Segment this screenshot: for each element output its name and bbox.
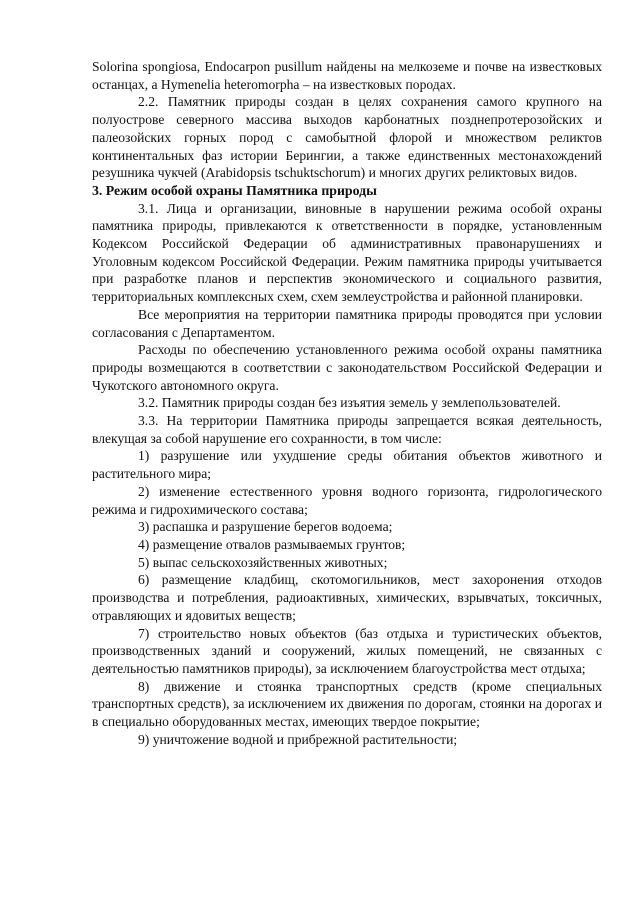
list-item: 1) разрушение или ухудшение среды обитания объектов животного и растительного мира; — [92, 448, 602, 482]
document-body — [92, 58, 602, 748]
list-item: 9) уничтожение водной и прибрежной растительности; — [138, 731, 458, 747]
list-item: 3) распашка и разрушение берегов водоема; — [138, 519, 393, 535]
list-item: 2) изменение естественного уровня водного горизонта, гидрологического режима и гидрохимического состава; — [92, 483, 602, 517]
paragraph-2-2: 2.2. Памятник природы создан в целях сохранения самого крупного на полуострове северного массива выходов карбонатных позднепротерозойских и палеозойских горных пород с самобытной флорой и множеством реликтов континентальных фаз истории Берингии, а также единственных местонахождений резушника чукчей (Arabidopsis tschuktschorum) и многих других реликтовых видов. — [92, 94, 602, 181]
list-item: 8) движение и стоянка транспортных средств (кроме специальных транспортных средств), за исключением их движения по дорогам, стоянки на дорогах и в специально оборудованных местах, имеющих твердое покрытие; — [92, 678, 602, 730]
paragraph-3-3: 3.3. На территории Памятника природы запрещается всякая деятельность, влекущая за собой нарушение его сохранности, в том числе: — [92, 413, 602, 446]
paragraph-3-2: 3.2. Памятник природы создан без изъятия земель у землепользователей. — [138, 395, 561, 411]
paragraph-coordination: Все мероприятия на территории памятника природы проводятся при условии согласования с Департаментом. — [92, 306, 602, 340]
section-title: 3. Режим особой охраны Памятника природы — [92, 182, 377, 198]
list-item: 4) размещение отвалов размываемых грунтов; — [138, 536, 406, 552]
paragraph-3-1: 3.1. Лица и организации, виновные в нарушении режима особой охраны памятника природы, привлекаются к ответственности в порядке, установленным Кодексом Российской Федерации об административных правонарушениях и Уголовным кодексом Российской Федерации. Режим памятника природы учитывается при разработке планов и перспектив экономического и социального развития, территориальных комплексных схем, схем землеустройства и районной планировки. — [92, 200, 602, 305]
list-item: 6) размещение кладбищ, скотомогильников, мест захоронения отходов производства и потребления, радиоактивных, химических, взрывчатых, токсичных, отравляющих и ядовитых веществ; — [92, 572, 602, 623]
paragraph-lichens: Solorina spongiosa, Endocarpon pusillum найдены на мелкоземе и почве на известковых останцах, а Hymenelia heteromorpha – на известковых породах. — [92, 59, 602, 92]
paragraph-expenses: Расходы по обеспечению установленного режима особой охраны памятника природы возмещаются в соответствии с законодательством Российской Федерации и Чукотского автономного округа. — [92, 342, 602, 393]
list-item: 5) выпас сельскохозяйственных животных; — [138, 554, 388, 570]
list-item: 7) строительство новых объектов (баз отдыха и туристических объектов, производственных зданий и сооружений, жилых помещений, не связанных с деятельностью памятников природы), за исключением благоустройства мест отдыха; — [92, 625, 602, 676]
